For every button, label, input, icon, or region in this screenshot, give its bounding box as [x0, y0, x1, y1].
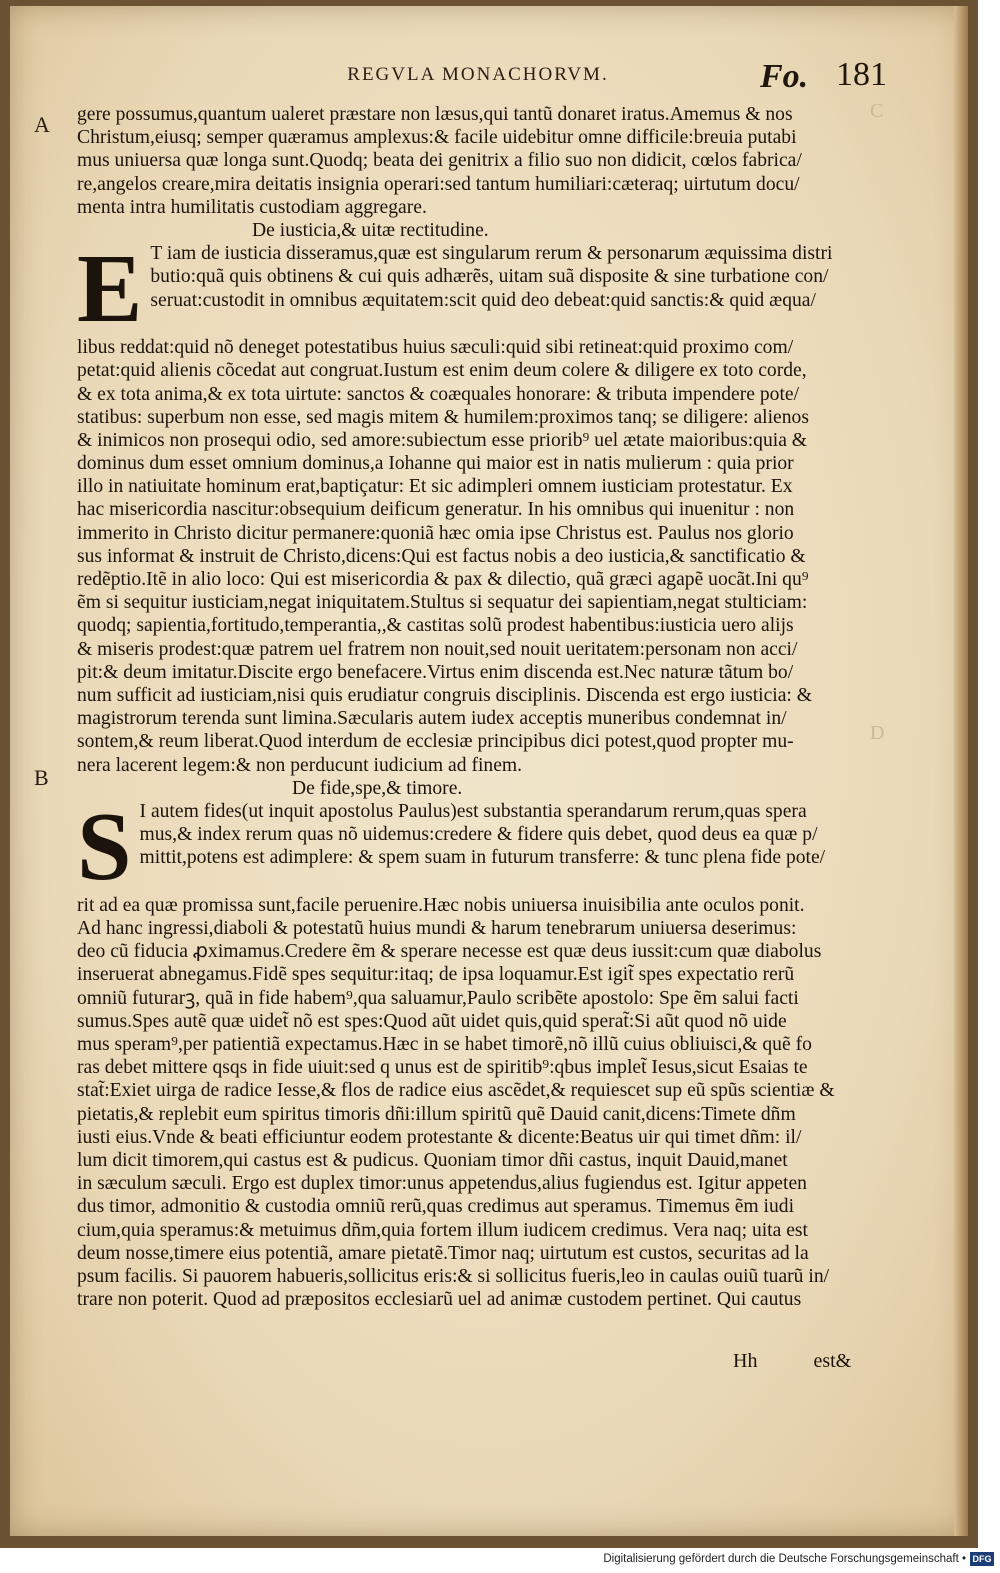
text-line: mittit,potens est adimplere: & spem suam in futurum transferre: & tunc plena fide pote/: [139, 847, 826, 869]
margin-letter-b: B: [34, 765, 49, 790]
text-line: re,angelos creare,mira deitatis insignia operari:sed tantum humiliari:cæteraq; uirtutum docu/: [77, 173, 800, 195]
text-line: immerito in Christo dicitur permanere:quoniã hæc omia ipse Christus est. Paulus nos glorio: [77, 522, 794, 544]
text-line: mus uniuersa quæ longa sunt.Quodq; beata dei genitrix a filio suo non didicit, cœlos fabrica/: [77, 150, 802, 172]
text-line: sontem,& reum liberat.Quod interdum de ecclesiæ principibus dici potest,quod propter mu-: [77, 731, 794, 753]
text-line: pit:& deum imitatur.Discite ergo benefacere.Virtus enim discenda est.Nec naturæ tãtum bo/: [77, 661, 794, 683]
text-line: & miseris prodest:quæ patrem uel fratrem non nouit,sed nouit ueritatem:personam non acci/: [77, 638, 798, 660]
text-line: menta intra humilitatis custodiam aggregare.: [77, 196, 427, 218]
intro-paragraph: [77, 103, 847, 219]
text-line: rit ad ea quæ promissa sunt,facile peruenire.Hæc nobis uniuersa inuisibilia ante oculos ponit.: [77, 894, 805, 916]
text-line: mus,& index rerum quas nõ uidemus:credere & fidere quis debet, quod deus ea quæ p/: [139, 824, 818, 846]
text-line: & ex tota anima,& ex tota uirtute: sanctos & coæquales honorare: & tributa impendere pote/: [77, 383, 800, 405]
text-line: inseruerat abnegamus.Fidẽ spes sequitur:itaq; de ipsa loquamur.Est igit̃ spes expectatio rerũ: [77, 964, 795, 986]
text-line: omniũ futurarꝫ, quã in fide habem⁹,qua saluamur,Paulo scribẽte apostolo: Spe ẽm salui facti: [77, 987, 799, 1009]
text-line: pietatis,& replebit eum spiritus timoris dñi:illum spiritũ quẽ Dauid canit,dicens:Timete dñm: [77, 1103, 796, 1125]
folio-label: Fo.: [760, 58, 809, 95]
text-line: trare non poterit. Quod ad præpositos ecclesiarũ uel ad animæ custodem pertinet. Qui cautus: [77, 1289, 802, 1311]
text-line: T iam de iusticia disseramus,quæ est singularum rerum & personarum æquissima distri: [150, 243, 833, 265]
text-line: dominus dum esset omnium dominus,a Iohanne qui maior est in natis mulierum : quia prior: [77, 453, 794, 475]
page-edge-shadow: [954, 6, 968, 1536]
text-line: stat̃:Exiet uirga de radice Iesse,& flos de radice eius ascẽdet,& requiescet sup eũ spũs scientiæ &: [77, 1080, 835, 1102]
funding-credit: Digitalisierung gefördert durch die Deutsche Forschungsgemeinschaft •: [603, 1553, 966, 1565]
main-text-block: [77, 103, 847, 1311]
text-line: I autem fides(ut inquit apostolus Paulus)est substantia sperandarum rerum,quas spera: [139, 800, 807, 822]
text-line: Ad hanc ingressi,diaboli & potestatũ huius mundi & harum tenebrarum uniuersa deserimus:: [77, 918, 797, 940]
text-line: num sufficit ad iusticiam,nisi quis erudiatur congruis disciplinis. Discenda est ergo iusticia: &: [77, 684, 813, 706]
text-line: mus speram⁹,per patientiã expectamus.Hæc in se habet timorẽ,nõ illũ cuius obliuisci,& quẽ fo: [77, 1034, 812, 1055]
text-line: ras debet mittere qsqs in fide uiuit:sed q unus est de spiritib⁹:qbus implet̃ Iesus,sicut Esaias te: [77, 1057, 808, 1079]
section-heading-fide: De fide,spe,& timore.: [292, 777, 463, 799]
text-line: deo cũ fiducia ꝓximamus.Credere ẽm & sperare necesse est quæ deus iussit:cum quæ diabolus: [77, 941, 822, 963]
bleedthrough-letter-d: D: [870, 722, 885, 744]
bleedthrough-letter-c: C: [870, 100, 884, 122]
text-line: sumus.Spes autẽ quæ uidet̃ nõ est spes:Quod aũt uidet quis,quid sperat̃:Si aũt quod nõ uide: [77, 1010, 787, 1032]
text-line: gere possumus,quantum ualeret præstare non læsus,qui tantũ donaret iratus.Amemus & nos: [77, 104, 793, 125]
text-line: ẽm si sequitur iusticiam,negat iniquitatem.Stultus si sequatur dei sapientiam,negat stulticiam:: [77, 592, 808, 614]
text-line: petat:quid alienis cõcedat aut congruat.Iustum est enim deum colere & diligere ex toto corde,: [77, 360, 807, 382]
text-line: cium,quia speramus:& metuimus dñm,quia fortem illum iudicem credimus. Vera naq; uita est: [77, 1219, 808, 1241]
text-line: psum facilis. Si pauorem habueris,sollicitus eris:& si sollicitus fueris,leo in caulas ouiũ tuarũ in/: [77, 1265, 830, 1287]
section-iusticia: [77, 235, 847, 777]
margin-letter-a: A: [34, 112, 50, 137]
text-line: Christum,eiusq; semper quæramus amplexus:& facile uidebitur omne difficile:breuia putabi: [77, 127, 797, 149]
text-line: magistrorum terenda sunt limina.Sæcularis autem iudex acceptis muneribus condemnat in/: [77, 708, 787, 730]
text-line: deum nosse,timere eius potentiã, amare pietatẽ.Timor naq; uirtutum est custos, securitas ad la: [77, 1242, 809, 1264]
drop-cap-e: E: [77, 235, 143, 344]
text-line: statibus: superbum non esse, sed magis mitem & humilem:proximos tanq; se diligere: alienos: [77, 406, 809, 428]
text-line: hac misericordia nascitur:obsequium deificum generatur. In his omnibus qui inuenitur : non: [77, 499, 795, 521]
text-line: libus reddat:quid nõ deneget potestatibus huius sæculi:quid sibi retineat:quid proximo com/: [77, 337, 794, 359]
text-line: sus informat & instruit de Christo,dicens:Qui est factus nobis a deo iusticia,& sanctificatio &: [77, 545, 806, 567]
text-line: iusti eius.Vnde & beati efficiuntur eodem protestante & dicente:Beatus uir qui timet dñm: il/: [77, 1126, 802, 1148]
text-line: lum dicit timorem,qui castus est & pudicus. Quoniam timor dñi castus, inquit Dauid,manet: [77, 1149, 788, 1171]
folio-number: 181: [836, 56, 887, 93]
text-line: in sæculum sæculi. Ergo est duplex timor:unus appetendus,alius fugiendus est. Igitur appeten: [77, 1173, 807, 1195]
text-line: quodq; sapientia,fortitudo,temperantia,,& castitas solũ prodest habentibus:iusticia uero alijs: [77, 615, 794, 637]
text-line: illo in natiuitate hominum erat,baptiçatur: Et sic adimpleri omnem iusticiam protestatur. Ex: [77, 476, 793, 498]
section-fide: [77, 792, 847, 1311]
text-line: & inimicos non prosequi odio, sed amore:subiectum esse priorib⁹ uel ætate maioribus:quia &: [77, 429, 808, 451]
catchword: est&: [813, 1350, 852, 1372]
text-line: seruat:custodit in omnibus æquitatem:scit quid deo debeat:quid sanctis:& quid æqua/: [150, 289, 816, 311]
section-heading-iusticia: De iusticia,& uitæ rectitudine.: [252, 219, 489, 241]
text-line: redẽptio.Itẽ in alio loco: Qui est misericordia & pax & dilectio, quã græci agapẽ uocãt.Ini qu⁹: [77, 569, 809, 590]
text-line: butio:quã quis obtinens & cui quis adhærẽs, uitam suã dispositе & sine turbatione con/: [150, 266, 829, 288]
text-line: dus timor, admonitio & custodia omniũ rerũ,quas credimus aut speramus. Timemus ẽm iudi: [77, 1196, 795, 1218]
running-title: REGVLA MONACHORVM.: [347, 64, 609, 85]
signature: Hh: [733, 1350, 758, 1372]
dfg-logo-icon: DFG: [970, 1552, 994, 1566]
text-line: nera lacerent legem:& non perducunt iudicium ad finem.: [77, 754, 523, 776]
drop-cap-s: S: [77, 792, 132, 901]
signature-mark: [733, 1350, 851, 1373]
